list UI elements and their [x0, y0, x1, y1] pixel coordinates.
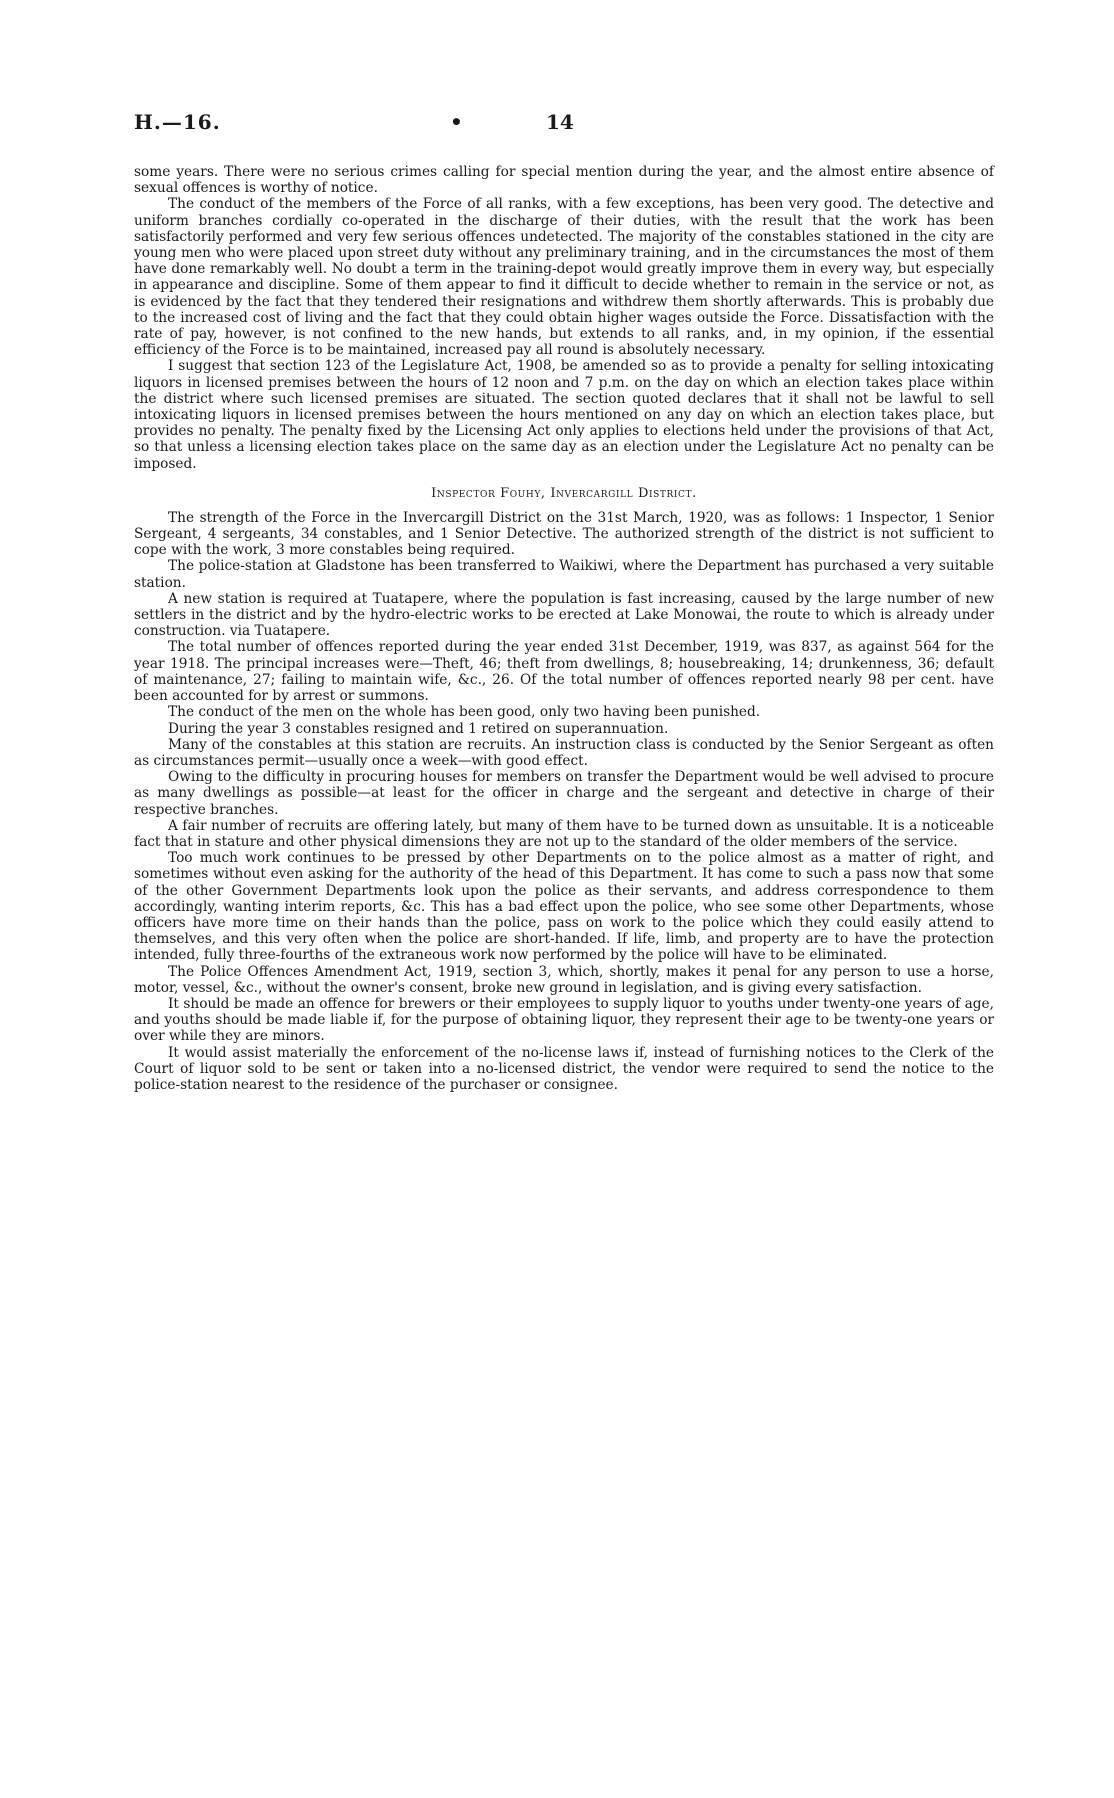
paragraph: some years. There were no serious crimes calling for special mention during the year, and the almost entire absence of sexual offences is worthy of notice. — [134, 164, 994, 197]
paragraph: I suggest that section 123 of the Legislature Act, 1908, be amended so as to provide a penalty for selling intoxicating liquors in licensed premises between the hours of 12 noon and 7 p.m. on the day on which an election takes place within the district where such licensed premises are situated. The section quoted declares that it shall not be lawful to sell intoxicating liquors in licensed premises between the hours mentioned on any day on which an election takes place, but provides no penalty. The penalty fixed by the Licensing Act only applies to elections held under the provisions of that Act, so that unless a licensing election takes place on the same day as an election under the Legislature Act no penalty can be imposed. — [134, 358, 994, 472]
paragraph: A fair number of recruits are offering lately, but many of them have to be turned down as unsuitable. It is a noticeable fact that in stature and other physical dimensions they are not up to the standard of the older members of the service. — [134, 817, 994, 850]
paragraph: The police-station at Gladstone has been transferred to Waikiwi, where the Department has purchased a very suitable station. — [134, 558, 994, 591]
header-dot: • — [450, 110, 463, 134]
section-heading: Inspector Fouhy, Invercargill District. — [431, 485, 697, 501]
page-header — [134, 110, 994, 144]
paragraph: It would assist materially the enforcement of the no-license laws if, instead of furnishing notices to the Clerk of the Court of liquor sold to be sent or taken into a no-licensed district, the vendor were required to send the notice to the police-station nearest to the residence of the purchaser or consignee. — [134, 1044, 994, 1093]
report-reference: H.—16. — [134, 110, 221, 134]
paragraph: It should be made an offence for brewers or their employees to supply liquor to youths under twenty-one years of age, and youths should be made liable if, for the purpose of obtaining liquor, they represent their age to be twenty-one years or over while they are minors. — [134, 995, 994, 1045]
page-number: 14 — [546, 110, 574, 134]
paragraph: The total number of offences reported during the year ended 31st December, 1919, was 837, as against 564 for the year 1918. The principal increases were—Theft, 46; theft from dwellings, 8; housebreaking, 14; drunkenness, 36; default of maintenance, 27; failing to maintain wife, &c., 26. Of the total number of offences reported nearly 98 per cent. have been accounted for by arrest or summons. — [134, 639, 994, 705]
paragraph: Too much work continues to be pressed by other Departments on to the police almost as a matter of right, and sometimes without even asking for the authority of the head of this Department. It has come to such a pass now that some of the other Government Departments look upon the police as their servants, and address correspondence to them accordingly, wanting interim reports, &c. This has a bad effect upon the police, who see some other Departments, whose officers have more time on their hands than the police, pass on work to the police which they could easily attend to themselves, and this very often when the police are short-handed. If life, limb, and property are to have the protection intended, fully three-fourths of the extraneous work now performed by the police will have to be eliminated. — [134, 850, 994, 964]
paragraph: The conduct of the members of the Force of all ranks, with a few exceptions, has been very good. The detective and uniform branches cordially co-operated in the discharge of their duties, with the result that the work has been satisfactorily performed and very few serious offences undetected. The majority of the constables stationed in the city are young men who were placed upon street duty without any preliminary training, and in the circumstances the most of them have done remarkably well. No doubt a term in the training-depot would greatly improve them in every way, but especially in appearance and discipline. Some of them appear to find it difficult to decide whether to remain in the service or not, as is evidenced by the fact that they tendered their resignations and withdrew them shortly afterwards. This is probably due to the increased cost of living and the fact that they could obtain higher wages outside the Force. Dissatisfaction with the rate of pay, however, is not confined to the new hands, but extends to all ranks, and, in my opinion, if the essential efficiency of the Force is to be maintained, increased pay all round is absolutely necessary. — [134, 196, 994, 359]
paragraph: Owing to the difficulty in procuring houses for members on transfer the Department would be well advised to procure as many dwellings as possible—at least for the officer in charge and the sergeant and detective in charge of their respective branches. — [134, 769, 994, 818]
paragraph: A new station is required at Tuatapere, where the population is fast increasing, caused by the large number of new settlers in the district and by the hydro-electric works to be erected at Lake Monowai, the route to which is already under construction. via Tuatapere. — [134, 590, 994, 640]
paragraph: The strength of the Force in the Invercargill District on the 31st March, 1920, was as follows: 1 Inspector, 1 Senior Sergeant, 4 sergeants, 34 constables, and 1 Senior Detective. The authorized strength of the district is not sufficient to cope with the work, 3 more constables being required. — [134, 509, 994, 559]
paragraph: The Police Offences Amendment Act, 1919, section 3, which, shortly, makes it penal for any person to use a horse, motor, vessel, &c., without the owner's consent, broke new ground in legislation, and is giving every satisfaction. — [134, 963, 994, 996]
paragraph: Many of the constables at this station are recruits. An instruction class is conducted by the Senior Sergeant as often as circumstances permit—usually once a week—with good effect. — [134, 736, 994, 769]
paragraph: During the year 3 constables resigned and 1 retired on superannuation. — [168, 720, 669, 737]
body-text — [134, 164, 994, 1093]
paragraph: The conduct of the men on the whole has been good, only two having been punished. — [168, 704, 761, 721]
